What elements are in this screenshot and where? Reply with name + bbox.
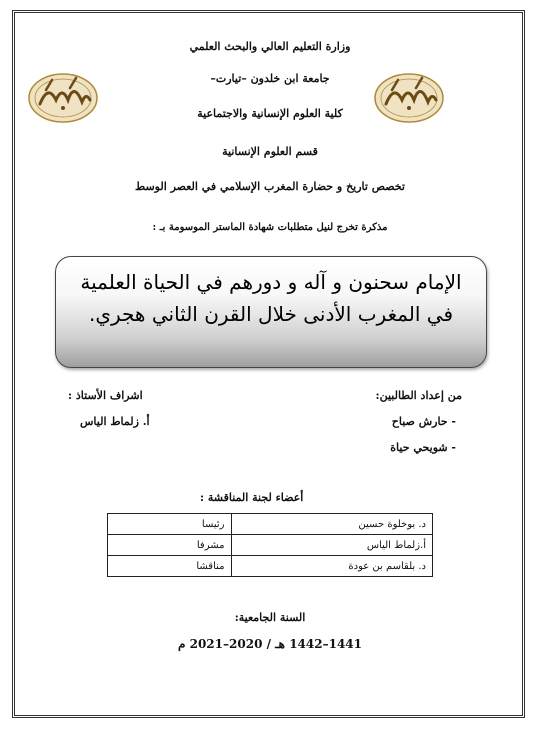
- thesis-title-line-2: في المغرب الأدنى خلال القرن الثاني هجري.: [88, 302, 454, 326]
- member-role: رئيسا: [108, 514, 232, 535]
- member-role: مشرفا: [108, 535, 232, 556]
- committee-label: أعضاء لجنة المناقشة :: [200, 491, 304, 504]
- member-role: مناقشا: [108, 556, 232, 577]
- member-name: أ.زلماط الياس: [231, 535, 433, 556]
- academic-year-value: 1441–1442 هـ / 2020–2021 م: [178, 637, 362, 651]
- supervisor-label: اشراف الأستاذ :: [68, 389, 143, 402]
- academic-year-label: السنة الجامعية:: [234, 611, 306, 624]
- student-name-1: - حارش صباح: [391, 415, 456, 428]
- table-row: [108, 535, 433, 556]
- supervisor-name: أ. زلماط الياس: [80, 415, 150, 428]
- faculty-text: كلية العلوم الإنسانية والاجتماعية: [197, 107, 343, 120]
- students-label: من إعداد الطالبين:: [375, 389, 462, 402]
- member-name: د. بوخلوة حسين: [231, 514, 433, 535]
- student-name-2: - شويحي حياة: [390, 441, 456, 454]
- thesis-title-box: [55, 256, 487, 368]
- member-name: د. بلقاسم بن عودة: [231, 556, 433, 577]
- department-text: قسم العلوم الإنسانية: [222, 145, 318, 158]
- thesis-title-line-1: الإمام سحنون و آله و دورهم في الحياة العلمية: [80, 270, 462, 294]
- table-row: [108, 514, 433, 535]
- specialty-text: تخصص تاريخ و حضارة المغرب الإسلامي في العصر الوسط: [135, 180, 405, 193]
- ministry-text: وزارة التعليم العالي والبحث العلمي: [189, 40, 351, 53]
- university-text: جامعة ابن خلدون –تيارت–: [210, 72, 330, 85]
- table-row: [108, 556, 433, 577]
- committee-table: [107, 513, 433, 577]
- memo-intro-text: مذكرة تخرج لنيل متطلبات شهادة الماستر الموسومة بـ :: [152, 222, 388, 233]
